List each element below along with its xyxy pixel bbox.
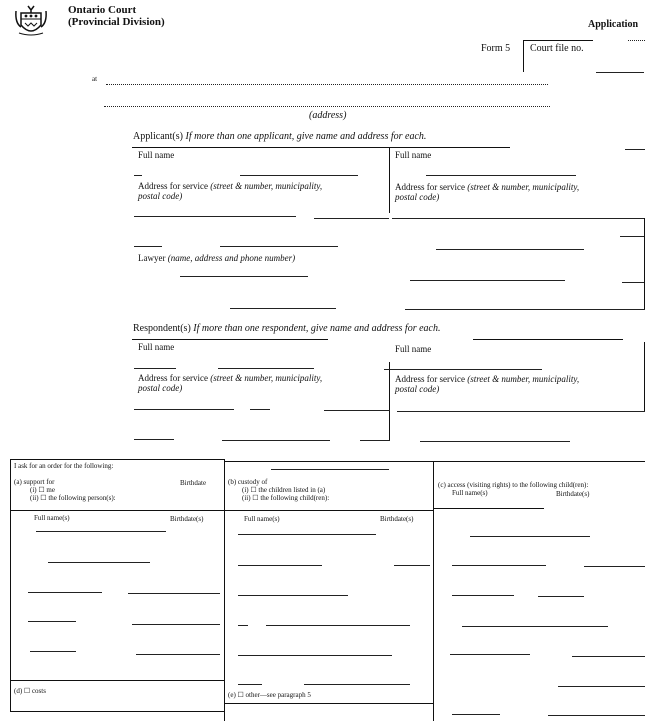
custody-child-field[interactable]	[238, 684, 262, 685]
applicant-2-full-name-label: Full name	[395, 150, 432, 160]
support-person-field[interactable]	[28, 592, 102, 593]
access-full-names-header: Full name(s)	[452, 489, 488, 497]
court-name: Ontario Court	[68, 4, 137, 16]
custody-birthdate-field[interactable]	[304, 684, 410, 685]
support-person-field[interactable]	[36, 531, 166, 532]
respondent-1-address-field[interactable]	[134, 409, 234, 410]
court-file-number-field[interactable]	[596, 72, 644, 73]
custody-child-field[interactable]	[238, 655, 392, 656]
applicant-1-address-field[interactable]	[134, 216, 296, 217]
support-item: (a) support for	[14, 478, 55, 486]
applicant-1-name-field-b[interactable]	[240, 175, 358, 176]
custody-birthdate-field[interactable]	[394, 565, 430, 566]
respondent-1-name-field[interactable]	[134, 368, 176, 369]
applicant-1-name-field[interactable]	[134, 175, 142, 176]
applicant-2-name-field[interactable]	[426, 175, 576, 176]
respondent-2-full-name-label: Full name	[395, 344, 432, 354]
respondents-heading: Respondent(s) If more than one respondent, give name and address for each.	[133, 323, 441, 334]
support-full-names-header: Full name(s)	[34, 514, 70, 522]
support-birthdate-field[interactable]	[136, 654, 220, 655]
claims-intro: I ask for an order for the following:	[14, 462, 114, 470]
access-item: (c) access (visiting rights) to the following child(ren):	[438, 481, 589, 489]
address-caption: (address)	[309, 110, 347, 121]
access-birthdate-field[interactable]	[538, 596, 584, 597]
respondent-2-name-field[interactable]	[384, 369, 542, 370]
custody-option-listed[interactable]: (i) ☐ the children listed in (a)	[242, 486, 326, 494]
applicant-2-address-label: Address for service (street & number, municipality,	[395, 182, 580, 192]
applicants-heading: Applicant(s) If more than one applicant, give name and address for each.	[133, 131, 427, 142]
support-birthdate-field[interactable]	[128, 593, 220, 594]
court-file-number-label: Court file no.	[530, 43, 584, 54]
support-person-field[interactable]	[48, 562, 150, 563]
custody-option-following[interactable]: (ii) ☐ the following child(ren):	[242, 494, 330, 502]
court-location-field[interactable]	[106, 84, 548, 85]
applicant-1-address-label: Address for service (street & number, municipality,	[138, 181, 323, 191]
respondent-1-full-name-label: Full name	[138, 342, 175, 352]
applicant-1-full-name-label: Full name	[138, 150, 175, 160]
support-birthdates-header: Birthdate(s)	[170, 515, 204, 523]
respondent-1-address-label: Address for service (street & number, municipality,	[138, 373, 323, 383]
custody-child-field[interactable]	[238, 625, 248, 626]
support-person-field[interactable]	[30, 651, 76, 652]
ontario-coat-of-arms-icon	[13, 3, 49, 39]
custody-child-field[interactable]	[238, 534, 376, 535]
access-child-field[interactable]	[462, 626, 608, 627]
document-title: Application	[588, 19, 639, 30]
access-child-field[interactable]	[452, 565, 546, 566]
applicant-2-address-field[interactable]	[392, 218, 644, 219]
access-birthdate-field[interactable]	[548, 715, 645, 716]
access-birthdates-header: Birthdate(s)	[556, 490, 590, 498]
at-label: at	[92, 75, 98, 83]
access-birthdate-field[interactable]	[584, 566, 645, 567]
custody-child-field[interactable]	[238, 565, 322, 566]
custody-birthdate-field[interactable]	[266, 625, 410, 626]
support-birthdate-header: Birthdate	[180, 479, 207, 487]
access-child-field[interactable]	[452, 595, 514, 596]
applicant-lawyer-field[interactable]	[180, 276, 308, 277]
custody-full-names-header: Full name(s)	[244, 515, 280, 523]
access-child-field[interactable]	[470, 536, 590, 537]
respondent-2-address-label: Address for service (street & number, municipality,	[395, 374, 580, 384]
form-number: Form 5	[481, 43, 511, 54]
other-option[interactable]: (e) ☐ other—see paragraph 5	[228, 691, 311, 699]
court-division: (Provincial Division)	[68, 16, 165, 28]
access-child-field[interactable]	[452, 714, 500, 715]
custody-child-field[interactable]	[238, 595, 348, 596]
access-child-field[interactable]	[450, 654, 530, 655]
support-option-persons[interactable]: (ii) ☐ the following person(s):	[30, 494, 116, 502]
support-birthdate-field[interactable]	[132, 624, 220, 625]
access-child-field[interactable]	[558, 686, 645, 687]
support-option-me[interactable]: (i) ☐ me	[30, 486, 55, 494]
costs-option[interactable]: (d) ☐ costs	[14, 687, 46, 695]
custody-item: (b) custody of	[228, 478, 268, 486]
court-address-field[interactable]	[104, 106, 550, 107]
applicant-lawyer-label: Lawyer (name, address and phone number)	[138, 253, 296, 263]
access-birthdate-field[interactable]	[572, 656, 645, 657]
custody-birthdates-header: Birthdate(s)	[380, 515, 414, 523]
support-person-field[interactable]	[28, 621, 76, 622]
respondent-2-address-field[interactable]	[397, 411, 645, 412]
